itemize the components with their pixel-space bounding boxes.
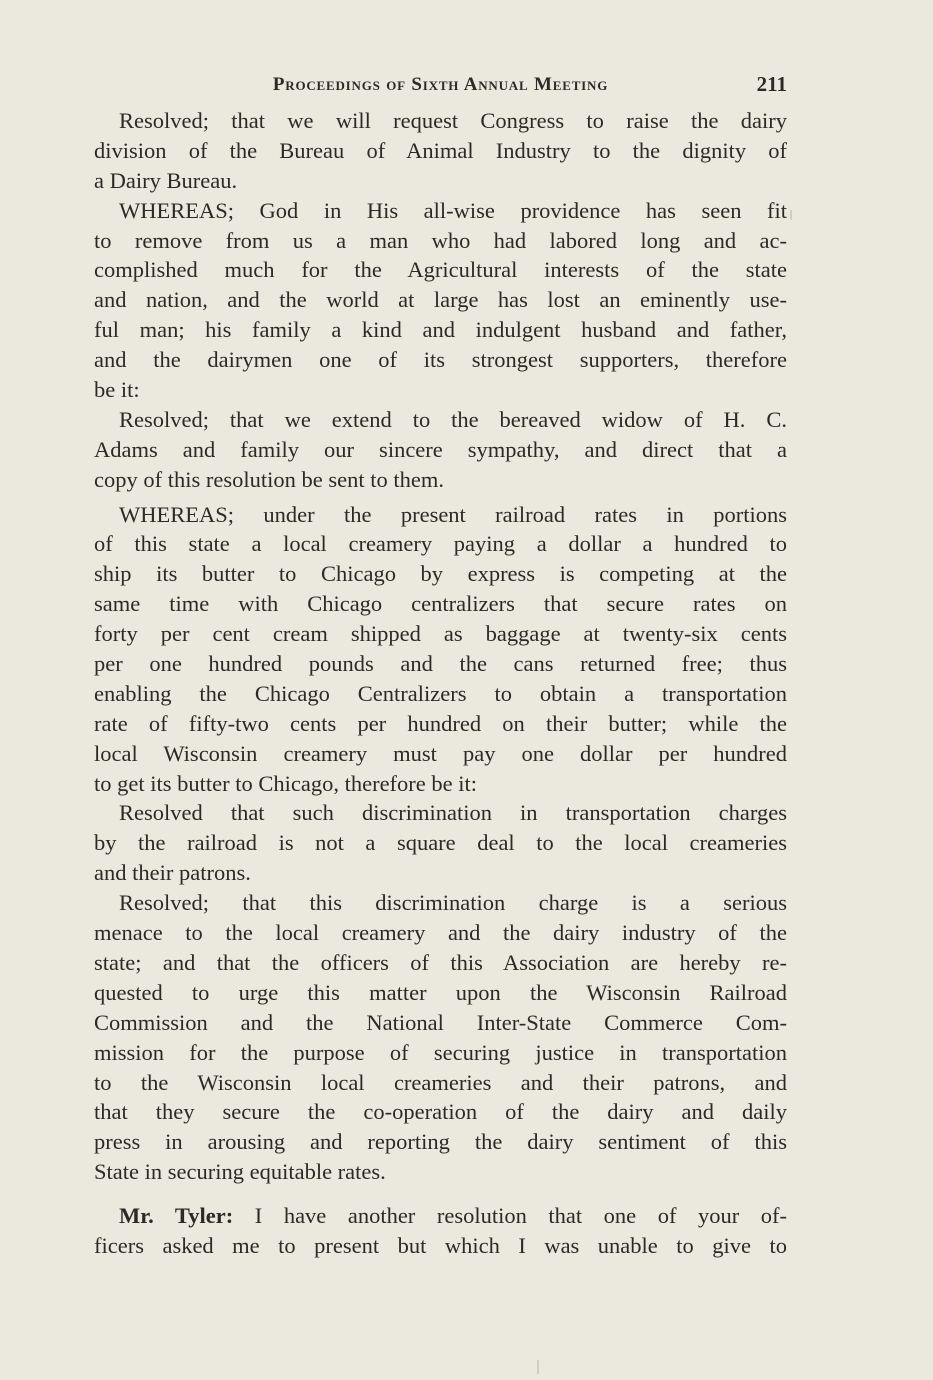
text-line: to get its butter to Chicago, therefore be it: xyxy=(94,770,478,796)
text-line: ship its butter to Chicago by express is competing at the xyxy=(94,561,787,587)
text-line: per one hundred pounds and the cans returned free; thus xyxy=(94,651,787,677)
paragraph-resolution-sympathy xyxy=(94,405,787,495)
paragraph-speech-tyler xyxy=(94,1201,787,1261)
text-line: local Wisconsin creamery must pay one dollar per hundred xyxy=(94,740,787,766)
text-line: same time with Chicago centralizers that secure rates on xyxy=(94,591,787,617)
text-line: mission for the purpose of securing justice in transportation xyxy=(94,1039,787,1065)
text-line: forty per cent cream shipped as baggage at twenty-six cents xyxy=(94,621,787,647)
text-line: of this state a local creamery paying a dollar a hundred to xyxy=(94,531,787,557)
text-line: a Dairy Bureau. xyxy=(94,167,238,193)
text-line: and their patrons. xyxy=(94,860,251,886)
text-line: by the railroad is not a square deal to the local creameries xyxy=(94,830,787,856)
running-title: Proceedings of Sixth Annual Meeting xyxy=(272,74,609,95)
text-line: to the Wisconsin local creameries and their patrons, and xyxy=(94,1069,787,1095)
text-line: and nation, and the world at large has lost an eminently use- xyxy=(94,287,787,313)
body-text xyxy=(94,106,787,1261)
text-line: rate of fifty-two cents per hundred on their butter; while the xyxy=(94,710,787,736)
text-line: quested to urge this matter upon the Wisconsin Railroad xyxy=(94,979,787,1005)
speaker-name: Mr. Tyler: xyxy=(119,1203,234,1229)
text-line: Resolved; that we will request Congress to raise the dairy xyxy=(119,108,787,133)
paper-speck xyxy=(790,210,792,220)
text-line: copy of this resolution be sent to them. xyxy=(94,466,444,492)
speech-text: I have another resolution that one of your of- xyxy=(233,1203,787,1229)
text-line: Resolved; that this discrimination charge is a serious xyxy=(119,890,787,916)
paragraph-whereas-railroad-rates xyxy=(94,500,787,799)
text-line: State in securing equitable rates. xyxy=(94,1159,386,1185)
text-line: press in arousing and reporting the dairy sentiment of this xyxy=(94,1129,787,1155)
text-line: that they secure the co-operation of the dairy and daily xyxy=(94,1099,787,1125)
text-line: be it: xyxy=(94,377,140,403)
paragraph-resolution-dairy-bureau xyxy=(94,106,787,196)
paragraph-whereas-adams xyxy=(94,196,787,405)
text-line: WHEREAS; under the present railroad rates in portions xyxy=(119,501,787,527)
text-line: to remove from us a man who had labored long and ac- xyxy=(94,227,787,253)
text-line: state; and that the officers of this Association are hereby re- xyxy=(94,949,787,975)
text-line: ficers asked me to present but which I was unable to give to xyxy=(94,1232,787,1258)
text-line: WHEREAS; God in His all-wise providence has seen fit xyxy=(119,197,787,223)
page-number: 211 xyxy=(756,72,787,96)
text-line: Resolved; that we extend to the bereaved widow of H. C. xyxy=(119,406,787,432)
text-line: Commission and the National Inter-State Commerce Com- xyxy=(94,1009,787,1035)
paragraph-resolution-menace xyxy=(94,888,787,1187)
text-line: Resolved that such discrimination in transportation charges xyxy=(119,800,787,826)
speech-first-line xyxy=(94,1201,787,1231)
text-line: and the dairymen one of its strongest supporters, therefore xyxy=(94,347,787,373)
text-line: enabling the Chicago Centralizers to obtain a transportation xyxy=(94,680,787,706)
paper-speck xyxy=(537,1360,539,1374)
text-line: division of the Bureau of Animal Industry to the dignity of xyxy=(94,137,787,163)
running-head xyxy=(94,72,787,102)
paragraph-resolution-discrimination xyxy=(94,798,787,888)
text-line: Adams and family our sincere sympathy, and direct that a xyxy=(94,436,787,462)
text-line: complished much for the Agricultural interests of the state xyxy=(94,257,787,283)
text-line: menace to the local creamery and the dairy industry of the xyxy=(94,920,787,946)
paragraph-gap xyxy=(94,1187,787,1201)
text-line: ful man; his family a kind and indulgent husband and father, xyxy=(94,317,787,343)
